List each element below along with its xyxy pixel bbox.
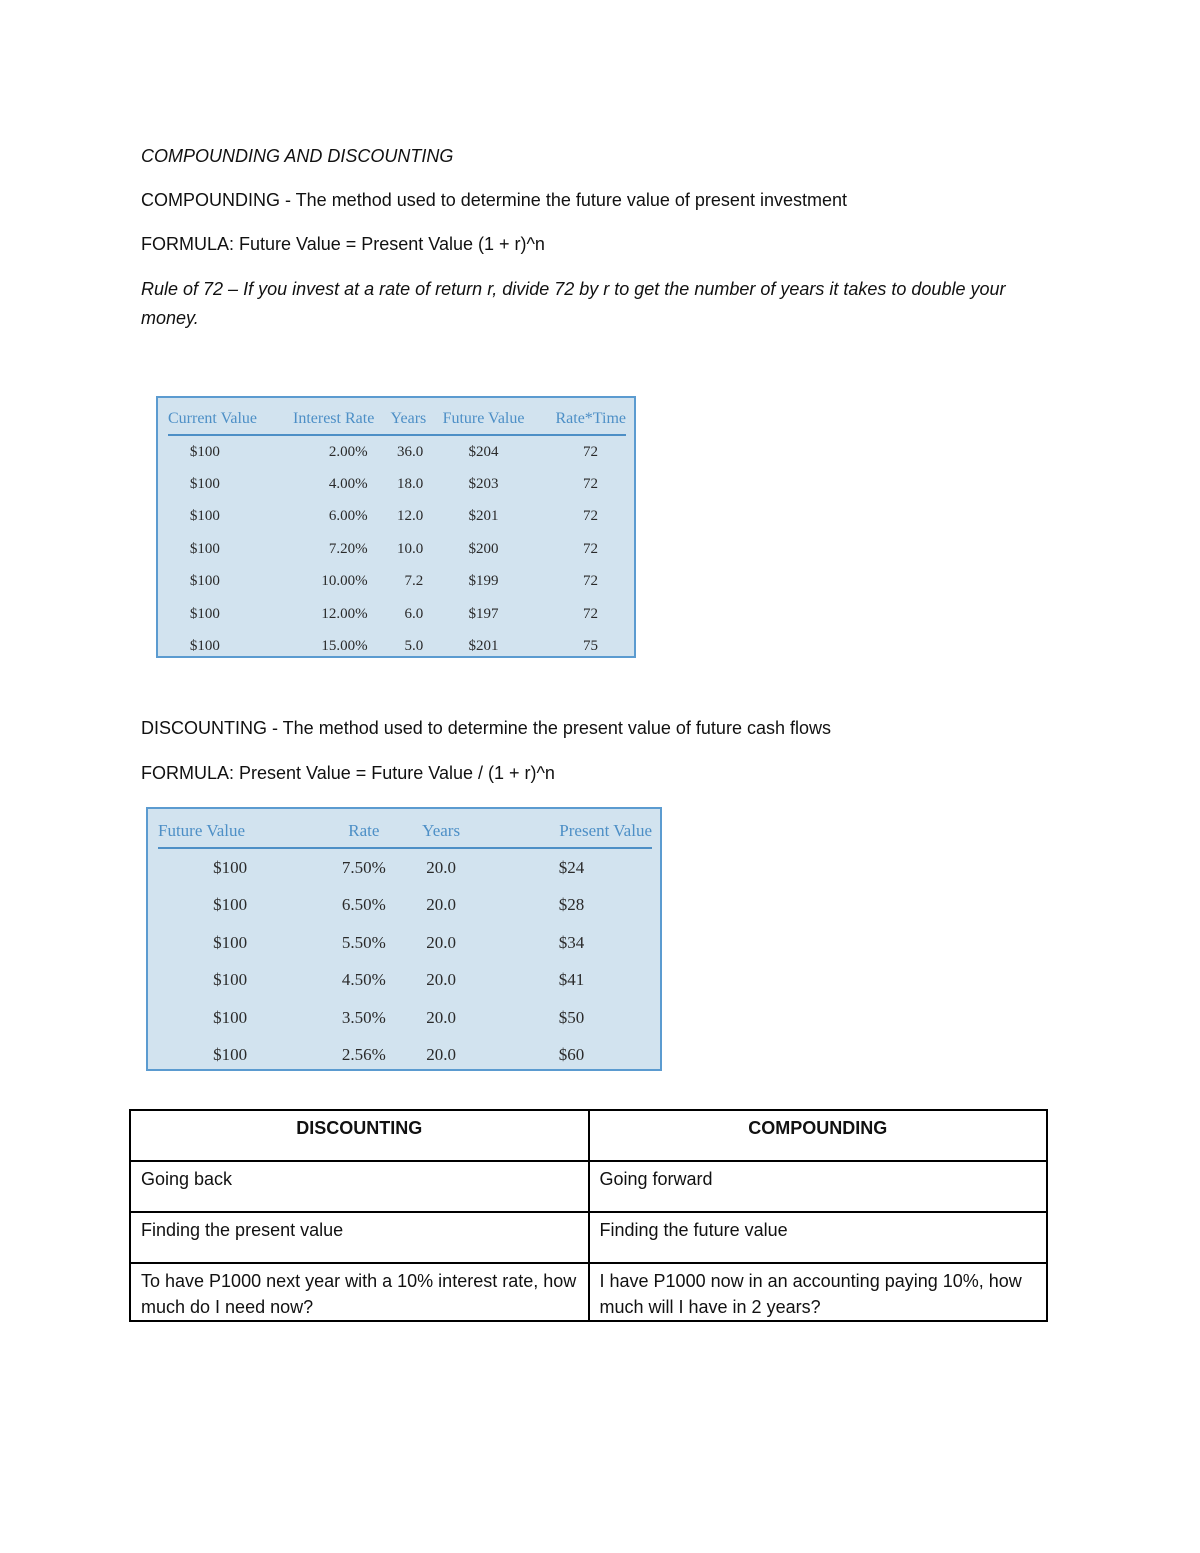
header-future-value: Future Value (431, 404, 536, 435)
header-years: Years (405, 815, 477, 848)
header-present-value: Present Value (477, 815, 652, 848)
cell-rate: 4.50% (341, 970, 386, 990)
cell-present-value: $34 (558, 932, 585, 952)
cell-current-value: $100 (189, 573, 220, 590)
cell-rate-time: 72 (583, 540, 598, 557)
discounting-table-header (158, 815, 652, 848)
cell-years: 12.0 (396, 508, 424, 525)
cell-future-value: $203 (468, 476, 499, 493)
table-row (130, 1263, 1047, 1321)
cell-years: 36.0 (396, 443, 424, 460)
cell-current-value: $100 (189, 638, 220, 655)
cell-future-value: $204 (468, 443, 499, 460)
cell-rate-time: 72 (583, 605, 598, 622)
table-row (158, 999, 652, 1037)
cell-years: 5.0 (404, 638, 424, 655)
cell-future-value: $200 (468, 540, 499, 557)
cell-rate-time: 72 (583, 443, 598, 460)
table-row (158, 962, 652, 1000)
table-row (158, 848, 652, 887)
table-row (168, 598, 626, 630)
cell-years: 20.0 (426, 970, 456, 990)
compounding-table (156, 396, 636, 658)
compounding-definition: COMPOUNDING - The method used to determine the future value of present investment (141, 190, 847, 210)
cell-rate-time: 72 (583, 508, 598, 525)
cell-current-value: $100 (189, 605, 220, 622)
cell-present-value: $24 (558, 857, 585, 877)
cell-future-value: $100 (213, 895, 248, 915)
discounting-cell: Going back (130, 1161, 589, 1212)
cell-years: 7.2 (404, 573, 424, 590)
header-discounting: DISCOUNTING (130, 1110, 589, 1161)
discounting-cell: Finding the present value (130, 1212, 589, 1263)
cell-future-value: $100 (213, 1007, 248, 1027)
cell-interest-rate: 4.00% (328, 476, 368, 493)
cell-years: 20.0 (426, 932, 456, 952)
cell-current-value: $100 (189, 443, 220, 460)
cell-future-value: $100 (213, 857, 248, 877)
cell-interest-rate: 10.00% (321, 573, 368, 590)
cell-rate-time: 75 (583, 638, 598, 655)
compounding-cell: I have P1000 now in an accounting paying 10%, how much will I have in 2 years? (589, 1263, 1048, 1321)
cell-years: 6.0 (404, 605, 424, 622)
header-interest-rate: Interest Rate (282, 404, 386, 435)
cell-current-value: $100 (189, 476, 220, 493)
cell-years: 20.0 (426, 1007, 456, 1027)
header-rate-time: Rate*Time (536, 404, 626, 435)
table-row (168, 533, 626, 565)
cell-present-value: $28 (558, 895, 585, 915)
header-rate: Rate (322, 815, 405, 848)
discounting-formula: FORMULA: Present Value = Future Value / (1 + r)^n (141, 763, 555, 783)
header-compounding: COMPOUNDING (589, 1110, 1048, 1161)
table-row (168, 468, 626, 500)
cell-years: 18.0 (396, 476, 424, 493)
cell-future-value: $197 (468, 605, 499, 622)
page-title: COMPOUNDING AND DISCOUNTING (141, 146, 454, 166)
header-years: Years (386, 404, 432, 435)
cell-interest-rate: 7.20% (328, 540, 368, 557)
cell-present-value: $60 (558, 1045, 585, 1065)
comparison-header-row (130, 1110, 1047, 1161)
cell-years: 20.0 (426, 857, 456, 877)
cell-rate: 2.56% (341, 1045, 386, 1065)
cell-years: 10.0 (396, 540, 424, 557)
cell-interest-rate: 2.00% (328, 443, 368, 460)
compounding-cell: Finding the future value (589, 1212, 1048, 1263)
table-row (158, 1037, 652, 1075)
cell-future-value: $201 (468, 638, 499, 655)
compounding-table-header (168, 404, 626, 435)
cell-rate: 5.50% (341, 932, 386, 952)
table-row (130, 1161, 1047, 1212)
comparison-table (129, 1109, 1048, 1322)
cell-years: 20.0 (426, 1045, 456, 1065)
cell-rate: 7.50% (341, 857, 386, 877)
cell-rate-time: 72 (583, 573, 598, 590)
cell-rate: 3.50% (341, 1007, 386, 1027)
table-row (168, 566, 626, 598)
cell-future-value: $100 (213, 970, 248, 990)
cell-interest-rate: 6.00% (328, 508, 368, 525)
table-row (158, 887, 652, 925)
cell-future-value: $199 (468, 573, 499, 590)
cell-years: 20.0 (426, 895, 456, 915)
discounting-table (146, 807, 662, 1071)
cell-current-value: $100 (189, 540, 220, 557)
cell-current-value: $100 (189, 508, 220, 525)
cell-future-value: $100 (213, 1045, 248, 1065)
cell-future-value: $201 (468, 508, 499, 525)
cell-present-value: $50 (558, 1007, 585, 1027)
header-future-value: Future Value (158, 815, 322, 848)
cell-interest-rate: 12.00% (321, 605, 368, 622)
discounting-cell: To have P1000 next year with a 10% interest rate, how much do I need now? (130, 1263, 589, 1321)
compounding-formula: FORMULA: Future Value = Present Value (1 + r)^n (141, 234, 545, 254)
compounding-cell: Going forward (589, 1161, 1048, 1212)
table-row (168, 501, 626, 533)
table-row (168, 630, 626, 662)
discounting-definition: DISCOUNTING - The method used to determine the present value of future cash flows (141, 718, 831, 738)
cell-rate-time: 72 (583, 476, 598, 493)
header-current-value: Current Value (168, 404, 282, 435)
cell-future-value: $100 (213, 932, 248, 952)
table-row (130, 1212, 1047, 1263)
table-row (158, 924, 652, 962)
table-row (168, 435, 626, 468)
cell-rate: 6.50% (341, 895, 386, 915)
cell-present-value: $41 (558, 970, 585, 990)
cell-interest-rate: 15.00% (321, 638, 368, 655)
rule-of-72-note: Rule of 72 – If you invest at a rate of return r, divide 72 by r to get the number of years it takes to double your money. (141, 279, 1006, 328)
